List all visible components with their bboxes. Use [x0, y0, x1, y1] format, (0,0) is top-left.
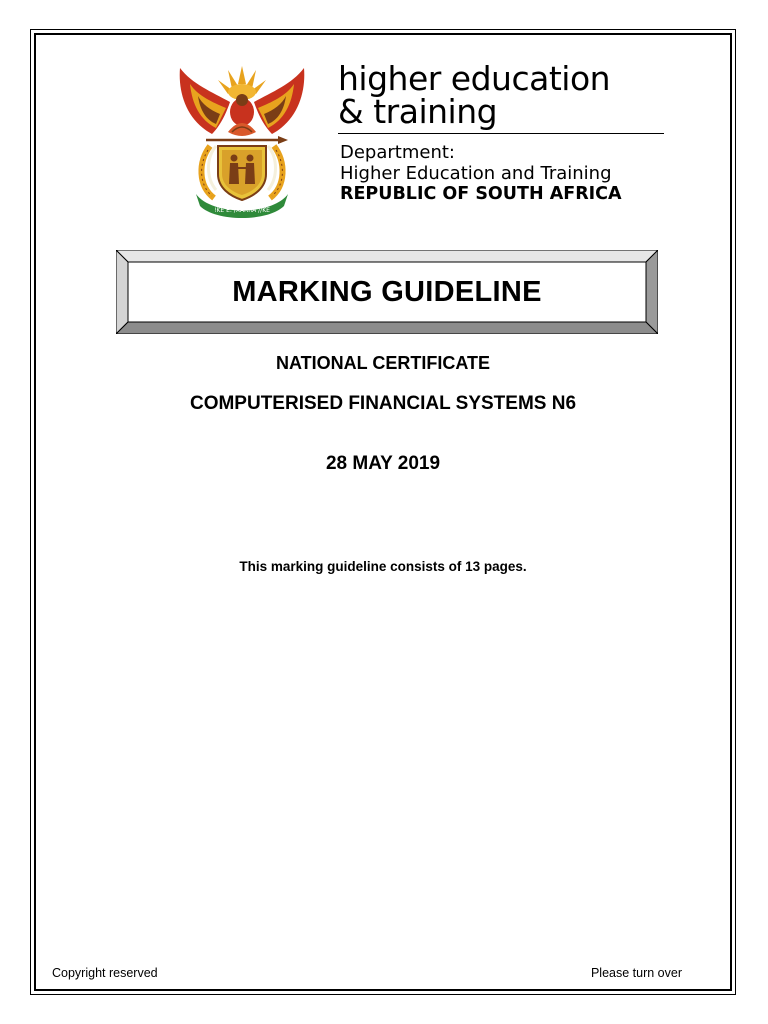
brand-divider — [338, 133, 664, 134]
department-name: Higher Education and Training — [340, 163, 612, 184]
document-title: MARKING GUIDELINE — [232, 275, 542, 308]
exam-date: 28 MAY 2019 — [325, 453, 441, 474]
department-branding — [338, 59, 668, 204]
motto-text: !KE E: /XARRA //KE — [214, 207, 270, 214]
footer-turn-over: Please turn over — [590, 966, 682, 980]
footer-copyright: Copyright reserved — [52, 966, 158, 980]
pages-note: This marking guideline consists of 13 pages. — [239, 559, 527, 574]
brand-line-1: higher education — [338, 59, 611, 98]
brand-line-2: & training — [338, 92, 498, 131]
certificate-label: NATIONAL CERTIFICATE — [276, 353, 490, 373]
subject-title: COMPUTERISED FINANCIAL SYSTEMS N6 — [189, 393, 577, 414]
department-block — [340, 142, 622, 205]
coat-of-arms-logo — [172, 62, 312, 218]
republic-name: REPUBLIC OF SOUTH AFRICA — [340, 184, 622, 204]
title-frame — [116, 250, 658, 334]
department-label: Department: — [340, 142, 455, 163]
